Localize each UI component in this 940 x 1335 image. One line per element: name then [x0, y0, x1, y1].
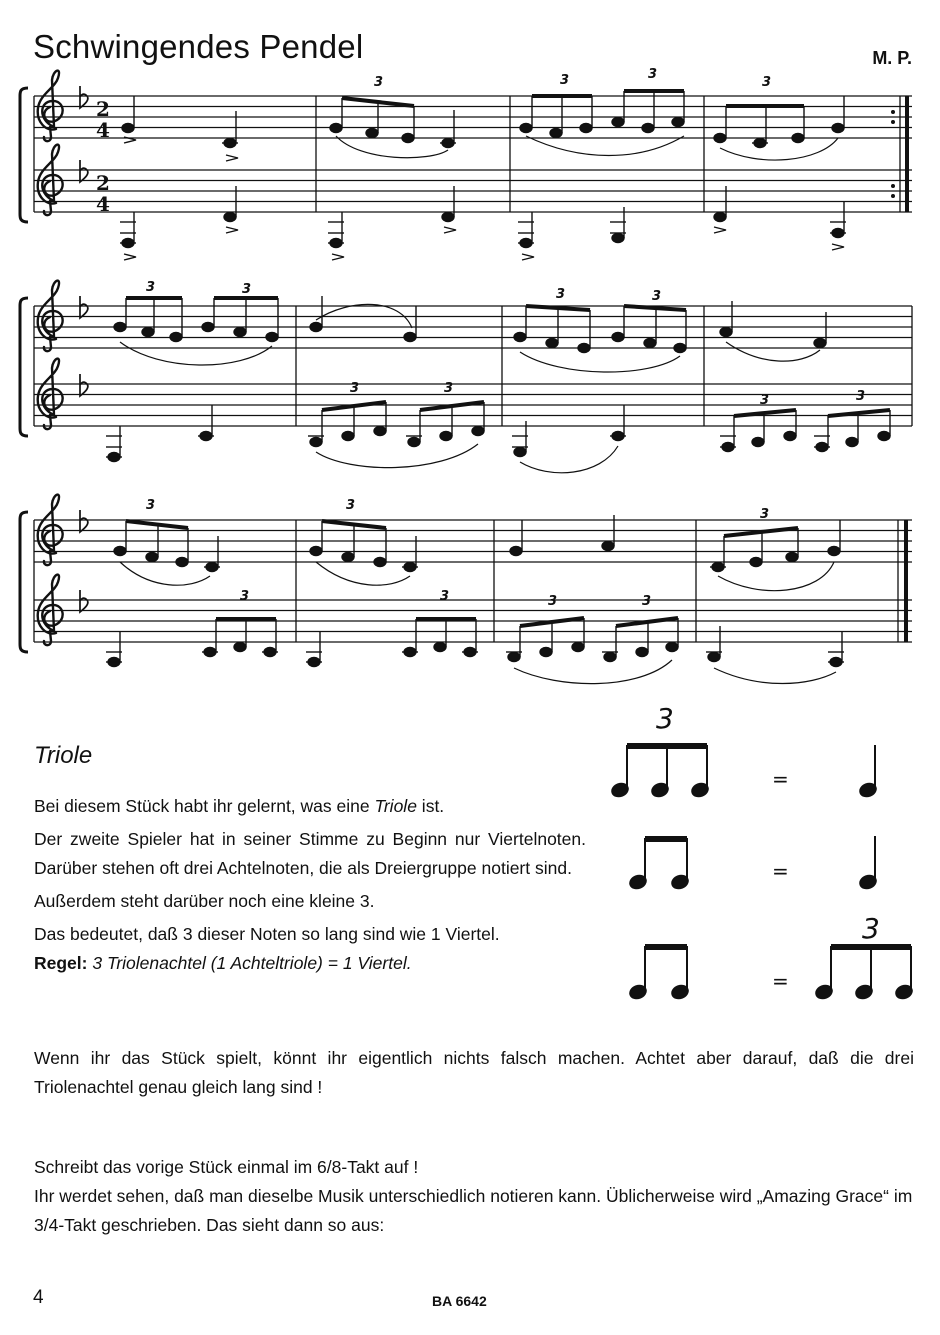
- svg-text:3: 3: [642, 594, 652, 609]
- explanation-line-2: Der zweite Spieler hat in seiner Stimme zu Beginn nur Viertelnoten. Darüber stehen oft drei Achtelnoten, die als Dreiergruppe notiert sind.: [34, 829, 586, 878]
- svg-text:=: =: [772, 969, 789, 993]
- assignment-paragraph: [34, 1153, 914, 1240]
- equation-1: [610, 702, 877, 798]
- svg-text:3: 3: [656, 702, 674, 735]
- svg-text:3: 3: [760, 393, 770, 408]
- system-3: [20, 495, 912, 684]
- page-number: 4: [33, 1287, 44, 1308]
- svg-text:3: 3: [440, 589, 450, 604]
- svg-text:3: 3: [762, 75, 772, 90]
- system-1: [20, 67, 912, 260]
- svg-text:3: 3: [760, 507, 770, 522]
- assignment-line-2: Ihr werdet sehen, daß man dieselbe Musik unterschiedlich notieren kann. Üblicherweise wird „Amazing Grace“ im 3/4-Takt geschrieben. Das sieht dann so aus:: [34, 1186, 913, 1235]
- svg-text:3: 3: [146, 498, 156, 513]
- svg-text:4: 4: [96, 192, 110, 216]
- svg-text:3: 3: [146, 280, 156, 295]
- svg-text:4: 4: [96, 118, 110, 142]
- svg-text:3: 3: [862, 912, 880, 945]
- rule-statement: Regel: 3 Triolenachtel (1 Achteltriole) = 1 Viertel.: [34, 953, 412, 973]
- svg-text:2: 2: [96, 171, 110, 195]
- svg-text:3: 3: [350, 381, 360, 396]
- svg-text:3: 3: [548, 594, 558, 609]
- explanation-line-1: Bei diesem Stück habt ihr gelernt, was eine Triole ist.: [34, 796, 445, 816]
- svg-text:3: 3: [556, 287, 566, 302]
- svg-text:3: 3: [444, 381, 454, 396]
- svg-text:3: 3: [652, 289, 662, 304]
- triplet-equations-figure: [600, 700, 930, 1010]
- composer-initials: M. P.: [872, 48, 912, 68]
- publication-code: BA 6642: [432, 1293, 487, 1309]
- system-2: [20, 280, 912, 473]
- svg-text:=: =: [772, 859, 789, 883]
- svg-text:3: 3: [648, 67, 658, 82]
- assignment-line-1: Schreibt das vorige Stück einmal im 6/8-Takt auf !: [34, 1157, 419, 1177]
- svg-text:2: 2: [96, 97, 110, 121]
- svg-text:3: 3: [856, 389, 866, 404]
- triole-explanation: [34, 792, 586, 978]
- svg-text:3: 3: [346, 498, 356, 513]
- equation-3: [628, 912, 913, 1000]
- explanation-line-3: Außerdem steht darüber noch eine kleine 3.: [34, 891, 375, 911]
- svg-text:3: 3: [560, 73, 570, 88]
- explanation-line-4: Das bedeutet, daß 3 dieser Noten so lang sind wie 1 Viertel.: [34, 924, 500, 944]
- section-title: Triole: [34, 742, 93, 769]
- svg-text:3: 3: [374, 75, 384, 90]
- practice-hint-paragraph: Wenn ihr das Stück spielt, könnt ihr eigentlich nichts falsch machen. Achtet aber darauf, daß die drei Triolenachtel genau gleich lang sind !: [34, 1048, 914, 1097]
- equation-2: [628, 836, 877, 890]
- svg-text:3: 3: [240, 589, 250, 604]
- svg-text:3: 3: [242, 282, 252, 297]
- svg-text:=: =: [772, 767, 789, 791]
- piece-title: Schwingendes Pendel: [33, 28, 364, 65]
